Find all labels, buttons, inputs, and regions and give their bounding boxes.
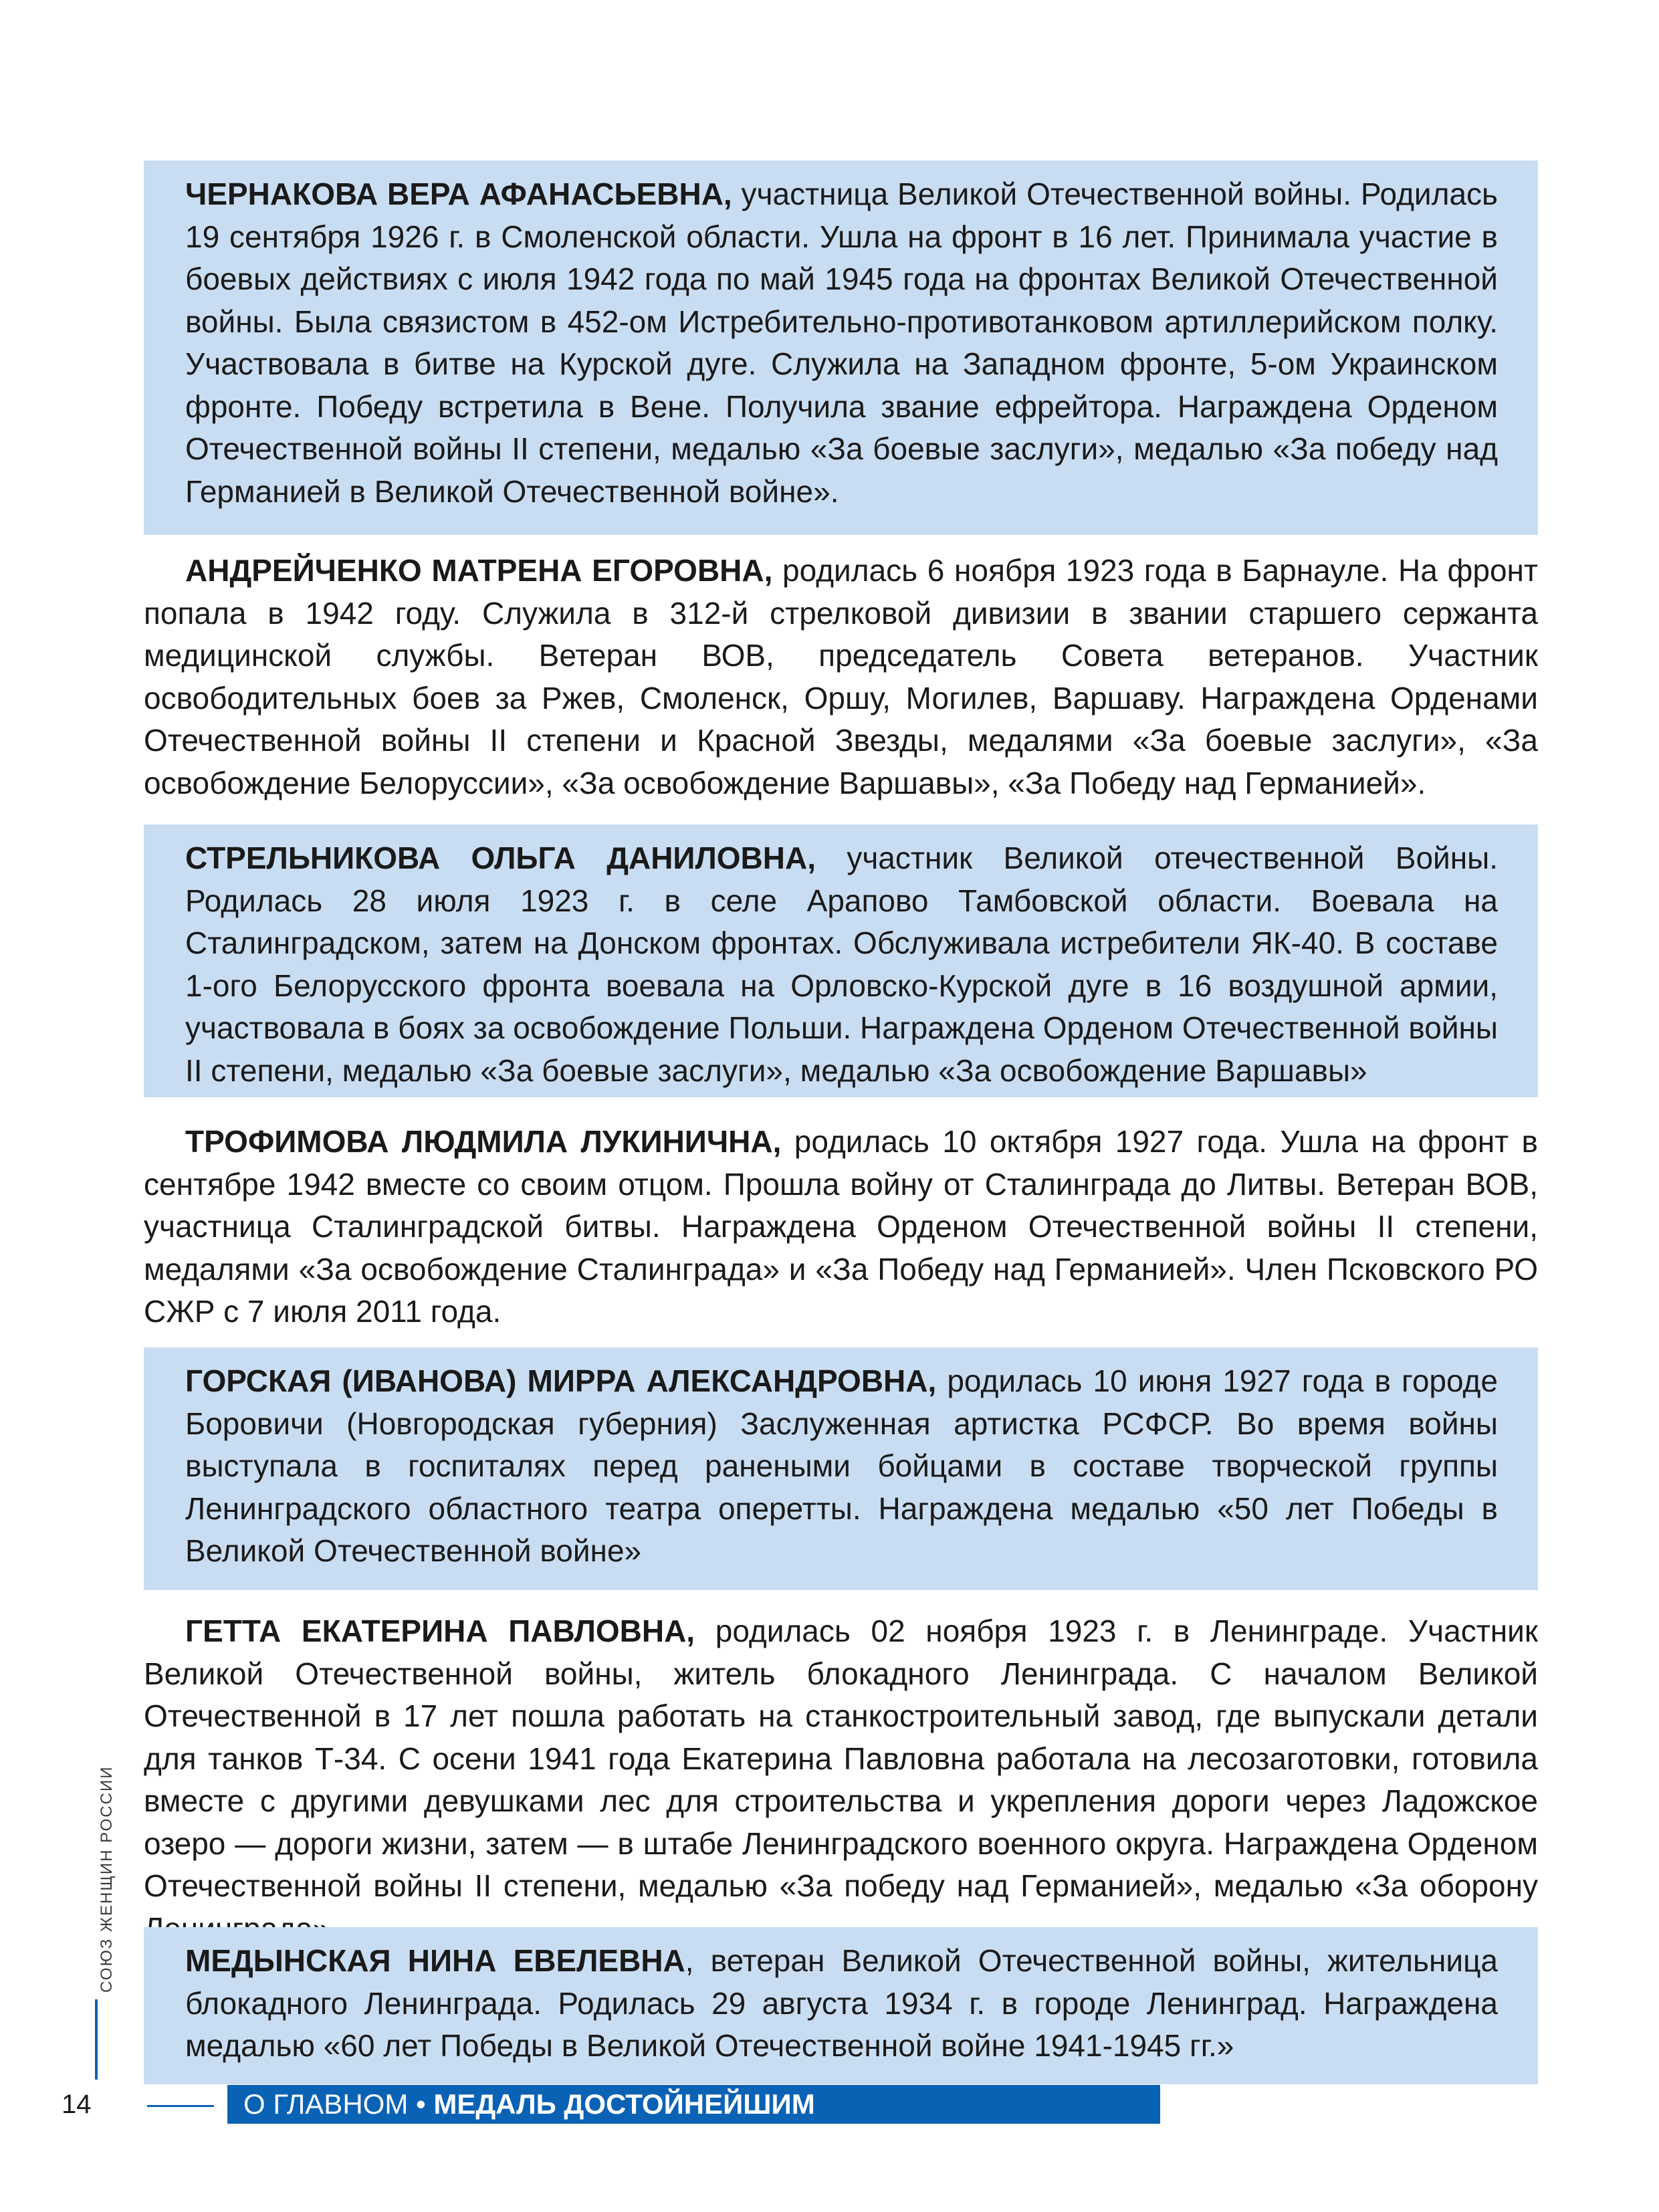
entry-name: МЕДЫНСКАЯ НИНА ЕВЕЛЕВНА xyxy=(185,1943,685,1978)
entry-text: , ветеран Великой Отечественной войны, жительница блокадного Ленинграда. Родилась 29 августа 1934 г. в городе Ленинград. Награждена медалью «60 лет Победы в Великой Отечественной войне 1941-1945 гг.» xyxy=(185,1943,1498,2063)
entry-text: участник Великой отечественной Войны. Родилась 28 июля 1923 г. в селе Арапово Тамбовской области. Воевала на Сталинградском, затем на Донском фронтах. Обслуживала истребители ЯК-40. В составе 1-ого Белорусского фронта воевала на Орловско-Курской дуге в 16 воздушной армии, участвовала в боях за освобождение Польши. Награждена Орденом Отечественной войны II степени, медалью «За боевые заслуги», медалью «За освобождение Варшавы» xyxy=(185,841,1498,1088)
entry-name: ТРОФИМОВА ЛЮДМИЛА ЛУКИНИЧНА, xyxy=(185,1124,782,1159)
entry-andreychenko xyxy=(144,550,1538,804)
entry-strelnikova xyxy=(144,824,1538,1097)
entry-chernakova xyxy=(144,160,1538,535)
footer-bar xyxy=(227,2085,1160,2124)
entry-name: АНДРЕЙЧЕНКО МАТРЕНА ЕГОРОВНА, xyxy=(185,553,773,588)
sidebar-text: СОЮЗ ЖЕНЩИН РОССИИ xyxy=(98,1765,116,1993)
entry-text: родилась 6 ноября 1923 года в Барнауле. На фронт попала в 1942 году. Служила в 312-й стрелковой дивизии в звании старшего сержанта медицинской службы. Ветеран ВОВ, председатель Совета ветеранов. Участник освободительных боев за Ржев, Смоленск, Оршу, Могилев, Варшаву. Награждена Орденами Отечественной войны II степени и Красной Звезды, медалями «За боевые заслуги», «За освобождение Белоруссии», «За освобождение Варшавы», «За Победу над Германией». xyxy=(144,553,1538,800)
page-number: 14 xyxy=(62,2090,92,2119)
sidebar-divider xyxy=(95,1999,98,2080)
footer-section: О ГЛАВНОМ • xyxy=(243,2088,434,2120)
entry-name: ЧЕРНАКОВА ВЕРА АФАНАСЬЕВНА, xyxy=(185,177,732,211)
entry-getta xyxy=(144,1610,1538,1950)
entry-name: ГЕТТА ЕКАТЕРИНА ПАВЛОВНА, xyxy=(185,1614,695,1648)
footer-title: МЕДАЛЬ ДОСТОЙНЕЙШИМ xyxy=(433,2088,815,2120)
entry-gorskaya xyxy=(144,1347,1538,1590)
entry-name: СТРЕЛЬНИКОВА ОЛЬГА ДАНИЛОВНА, xyxy=(185,841,816,875)
entry-text: родилась 10 октября 1927 года. Ушла на фронт в сентябре 1942 вместе со своим отцом. Прошла войну от Сталинграда до Литвы. Ветеран ВОВ, участница Сталинградской битвы. Награждена Орденом Отечественной войны II степени, медалями «За освобождение Сталинграда» и «За Победу над Германией». Член Псковского РО СЖР с 7 июля 2011 года. xyxy=(144,1124,1538,1329)
entry-name: ГОРСКАЯ (ИВАНОВА) МИРРА АЛЕКСАНДРОВНА, xyxy=(185,1363,937,1398)
footer-divider xyxy=(147,2105,214,2107)
sidebar xyxy=(80,1715,114,2009)
entry-medynskaya xyxy=(144,1927,1538,2084)
entry-text: участница Великой Отечественной войны. Родилась 19 сентября 1926 г. в Смоленской области. Ушла на фронт в 16 лет. Принимала участие в боевых действиях с июля 1942 года по май 1945 года на фронтах Великой Отечественной войны. Была связистом в 452-ом Истребительно-противотанковом артиллерийском полку. Участвовала в битве на Курской дуге. Служила на Западном фронте, 5-ом Украинском фронте. Победу встретила в Вене. Получила звание ефрейтора. Награждена Орденом Отечественной войны II степени, медалью «За боевые заслуги», медалью «За победу над Германией в Великой Отечественной войне». xyxy=(185,177,1498,509)
entry-trofimova xyxy=(144,1121,1538,1333)
entry-text: родилась 02 ноября 1923 г. в Ленинграде. Участник Великой Отечественной войны, житель блокадного Ленинграда. С началом Великой Отечественной в 17 лет пошла работать на станкостроительный завод, где выпускали детали для танков Т-34. С осени 1941 года Екатерина Павловна работала на лесозаготовки, готовила вместе с другими девушками лес для строительства и укрепления дороги через Ладожское озеро — дороги жизни, затем — в штабе Ленинградского военного округа. Награждена Орденом Отечественной войны II степени, медалью «За победу над Германией», медалью «За оборону xyxy=(144,1614,1538,1903)
entry-text: родилась 10 июня 1927 года в городе Боровичи (Новгородская губерния) Заслуженная артистка РСФСР. Во время войны выступала в госпиталях перед ранеными бойцами в составе творческой группы Ленинградского областного театра оперетты. Награждена медалью «50 лет Победы в Великой Отечественной войне» xyxy=(185,1363,1498,1568)
